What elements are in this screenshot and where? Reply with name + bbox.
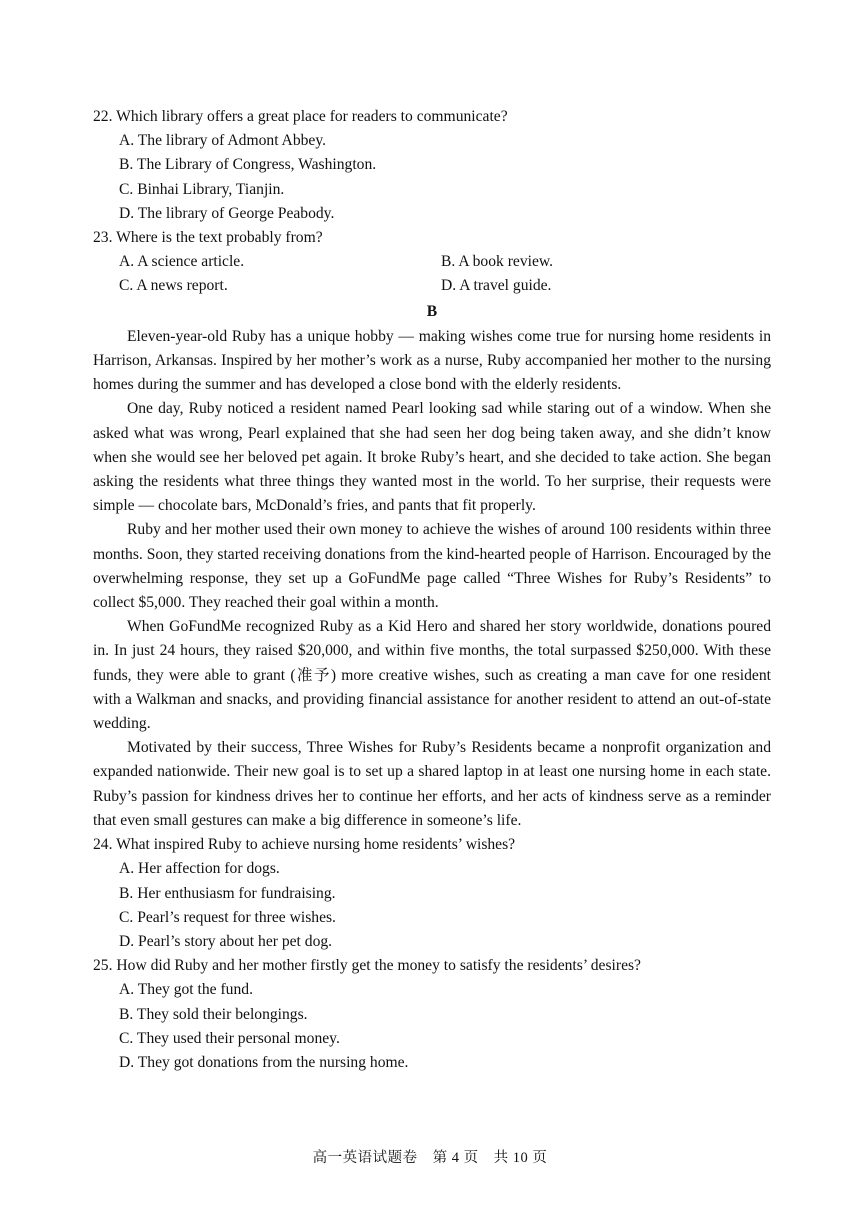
- question-25-option-a: A. They got the fund.: [119, 981, 253, 999]
- question-24-option-c: C. Pearl’s request for three wishes.: [119, 908, 336, 926]
- question-24-stem: 24. What inspired Ruby to achieve nursing home residents’ wishes?: [93, 836, 516, 854]
- question-24-option-a: A. Her affection for dogs.: [119, 860, 280, 878]
- page-footer: 高一英语试题卷 第 4 页 共 10 页: [312, 1150, 548, 1166]
- question-22-option-d: D. The library of George Peabody.: [119, 204, 335, 222]
- passage-paragraph: Eleven-year-old Ruby has a unique hobby — making wishes come true for nursing home residents in Harrison, Arkansas. Inspired by her mother’s work as a nurse, Ruby accompanied her mother to the nursing homes during the summer and has developed a close bond with the elderly residents.: [93, 327, 771, 394]
- passage-paragraph: One day, Ruby noticed a resident named Pearl looking sad while staring out of a window. When she asked what was wrong, Pearl explained that she had seen her dog being taken away, and she didn’t know when she would see her beloved pet again. It broke Ruby’s heart, and she decided to take action. She began asking the residents what three things they wanted most in the world. To her surprise, their requests were simple — chocolate bars, McDonald’s fries, and pants that fit properly.: [93, 400, 771, 515]
- question-22-option-b: B. The Library of Congress, Washington.: [119, 156, 377, 174]
- section-heading-b: B: [426, 302, 438, 320]
- question-25-stem: 25. How did Ruby and her mother firstly get the money to satisfy the residents’ desires?: [93, 957, 641, 975]
- passage-paragraph: Ruby and her mother used their own money to achieve the wishes of around 100 residents within three months. Soon, they started receiving donations from the kind-hearted people of Harrison. Encouraged by the overwhelming response, they set up a GoFundMe page called “Three Wishes for Ruby’s Residents” to collect $5,000. They reached their goal within a month.: [93, 521, 771, 612]
- question-23-options-row-2: [119, 274, 771, 298]
- question-25-options: [93, 978, 771, 1075]
- question-24-options: [93, 857, 771, 954]
- question-23-stem: 23. Where is the text probably from?: [93, 229, 323, 247]
- question-23-options: [93, 250, 771, 298]
- passage-b: [93, 325, 771, 833]
- question-22-stem: 22. Which library offers a great place for readers to communicate?: [93, 108, 508, 125]
- question-25-option-c: C. They used their personal money.: [119, 1029, 340, 1047]
- question-25: [93, 954, 771, 1075]
- question-23-options-row-1: [119, 250, 771, 274]
- question-22-option-c: C. Binhai Library, Tianjin.: [119, 180, 285, 198]
- question-24-option-d: D. Pearl’s story about her pet dog.: [119, 932, 333, 950]
- question-22-option-a: A. The library of Admont Abbey.: [119, 132, 327, 150]
- question-22-options: [93, 129, 771, 226]
- question-24-option-b: B. Her enthusiasm for fundraising.: [119, 884, 336, 902]
- question-24: [93, 833, 771, 954]
- question-23-option-c: C. A news report.: [119, 277, 228, 295]
- question-25-option-b: B. They sold their belongings.: [119, 1005, 308, 1023]
- question-23-option-a: A. A science article.: [119, 253, 245, 271]
- question-25-option-d: D. They got donations from the nursing home.: [119, 1053, 409, 1071]
- question-23-option-d: D. A travel guide.: [441, 277, 552, 295]
- question-22: [93, 105, 771, 226]
- question-23-option-b: B. A book review.: [441, 253, 554, 271]
- passage-paragraph: When GoFundMe recognized Ruby as a Kid Hero and shared her story worldwide, donations poured in. In just 24 hours, they raised $20,000, and within five months, the total surpassed $250,000. With these funds, they were able to grant (准予) more creative wishes, such as creating a man cave for one resident with a Walkman and snacks, and providing financial assistance for another resident to attend an out-of-state wedding.: [93, 618, 771, 733]
- question-23: [93, 226, 771, 299]
- page-content: [93, 105, 771, 1075]
- passage-paragraph: Motivated by their success, Three Wishes for Ruby’s Residents became a nonprofit organization and expanded nationwide. Their new goal is to set up a shared laptop in at least one nursing home in each state. Ruby’s passion for kindness drives her to continue her efforts, and her acts of kindness serve as a reminder that even small gestures can make a big difference in someone’s life.: [93, 739, 771, 829]
